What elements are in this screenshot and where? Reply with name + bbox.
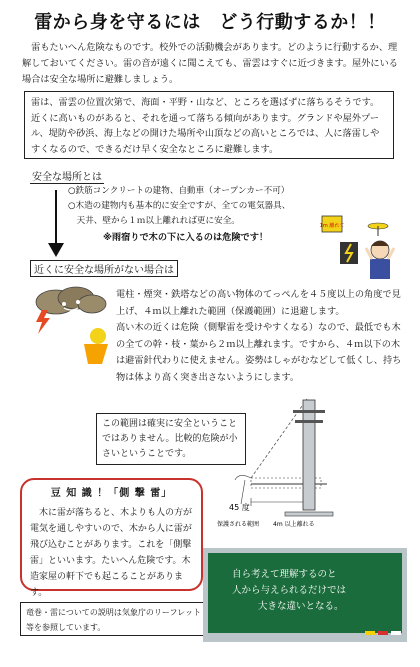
safe-item-wooden: ○木造の建物内も基本的に安全ですが、全ての電気器具、 (68, 201, 291, 211)
intro-paragraph: 雷もたいへん危険なものです。校外での活動機会があります。どのように行動するか、理解しておいてください。雷の音が遠くに聞こえても、雷雲はすぐに近づきます。屋外にいる場合は安全な場所に避難しましょう。 (22, 42, 398, 85)
chalkboard (203, 548, 407, 638)
safe-places-heading: 安全な場所とは (30, 168, 104, 184)
trivia-box (20, 478, 203, 598)
protected-range-label: 保護される範囲 (217, 521, 260, 528)
no-shelter-paragraph-1: 電柱・煙突・鉄塔などの高い物体のてっぺんを４５度以上の角度で見上げ、４ｍ以上離れた範囲（保護範囲）に退避します。 (116, 289, 401, 317)
no-shelter-heading: 近くに安全な場所がない場合は (30, 260, 178, 277)
no-shelter-paragraph-2: 高い木の近くは危険（側撃雷を受けやすくなる）なので、最低でも木の全ての幹・枝・葉から２ｍ以上離れます。ですから、４ｍ以下の木は避雷針代わりに使えません。姿勢はしゃがむなどして低くし、持ち物は体より高く突き出さないようにします。 (116, 322, 402, 383)
warning-sign-text: 1m 離れて (319, 223, 345, 229)
safe-item-building: ○鉄筋コンクリートの建物、自動車（オープンカー不可） (68, 186, 290, 196)
trivia-body: 木に雷が落ちると、木よりも人の方が電気を通しやすいので、木から人に雷が飛び込むことがあります。これを「側撃雷」といいます。たいへん危険です。木造家屋の軒下でも起こることがあります。 (30, 508, 193, 598)
flow-arrow-head (48, 243, 64, 257)
chalkboard-line-1: 自ら考えて理解するのと (232, 569, 337, 580)
safe-item-wooden-cont: 天井、壁から１ｍ以上離れれば更に安全。 (68, 216, 240, 226)
chalkboard-text (232, 567, 402, 615)
chalkboard-tray (203, 634, 407, 642)
flow-arrow-line (55, 190, 57, 245)
no-shelter-text (116, 287, 406, 386)
chalkboard-line-3: 大きな違いとなる。 (258, 601, 344, 612)
range-warning-box: この範囲は確実に安全ということではありません。比較的危険が小さいということです。 (96, 413, 246, 465)
chalk-white-icon (391, 631, 401, 635)
chalk-yellow-icon (365, 631, 375, 635)
angle-label: 45 度 (229, 503, 250, 512)
utility-pole-icon (303, 400, 315, 510)
safe-places-list (68, 184, 328, 229)
lightning-bolt-icon (36, 310, 50, 334)
source-footnote: 竜巻・雷についての説明は気象庁のリーフレット等を参照しています。 (20, 602, 210, 636)
trivia-title: 豆 知 識 ！「側 撃 雷」 (50, 488, 173, 499)
protection-zone-diagram (215, 392, 415, 532)
scared-person-illustration (318, 212, 408, 287)
tree-danger-note: ※雨宿りで木の下に入るのは危険です！ (103, 232, 269, 243)
distance-label: 4m 以上離れる (273, 521, 315, 528)
page-title: 雷から身を守るには どう行動するか！！ (34, 12, 386, 33)
storm-cloud-illustration (28, 284, 113, 366)
lightning-info-box: 雷は、雷雲の位置次第で、海面・平野・山など、ところを選ばずに落ちるそうです。近くに高いものがあると、それを通って落ちる傾向があります。グランドや屋外プール、堤防や砂浜、海上などの開けた場所や山頂などの高いところでは、人に落雷しやすくなるので、できるだけ早く安全なところに避難します。 (24, 91, 394, 159)
chalk-red-icon (378, 631, 388, 635)
chalkboard-line-2: 人から与えられるだけでは (232, 585, 347, 596)
